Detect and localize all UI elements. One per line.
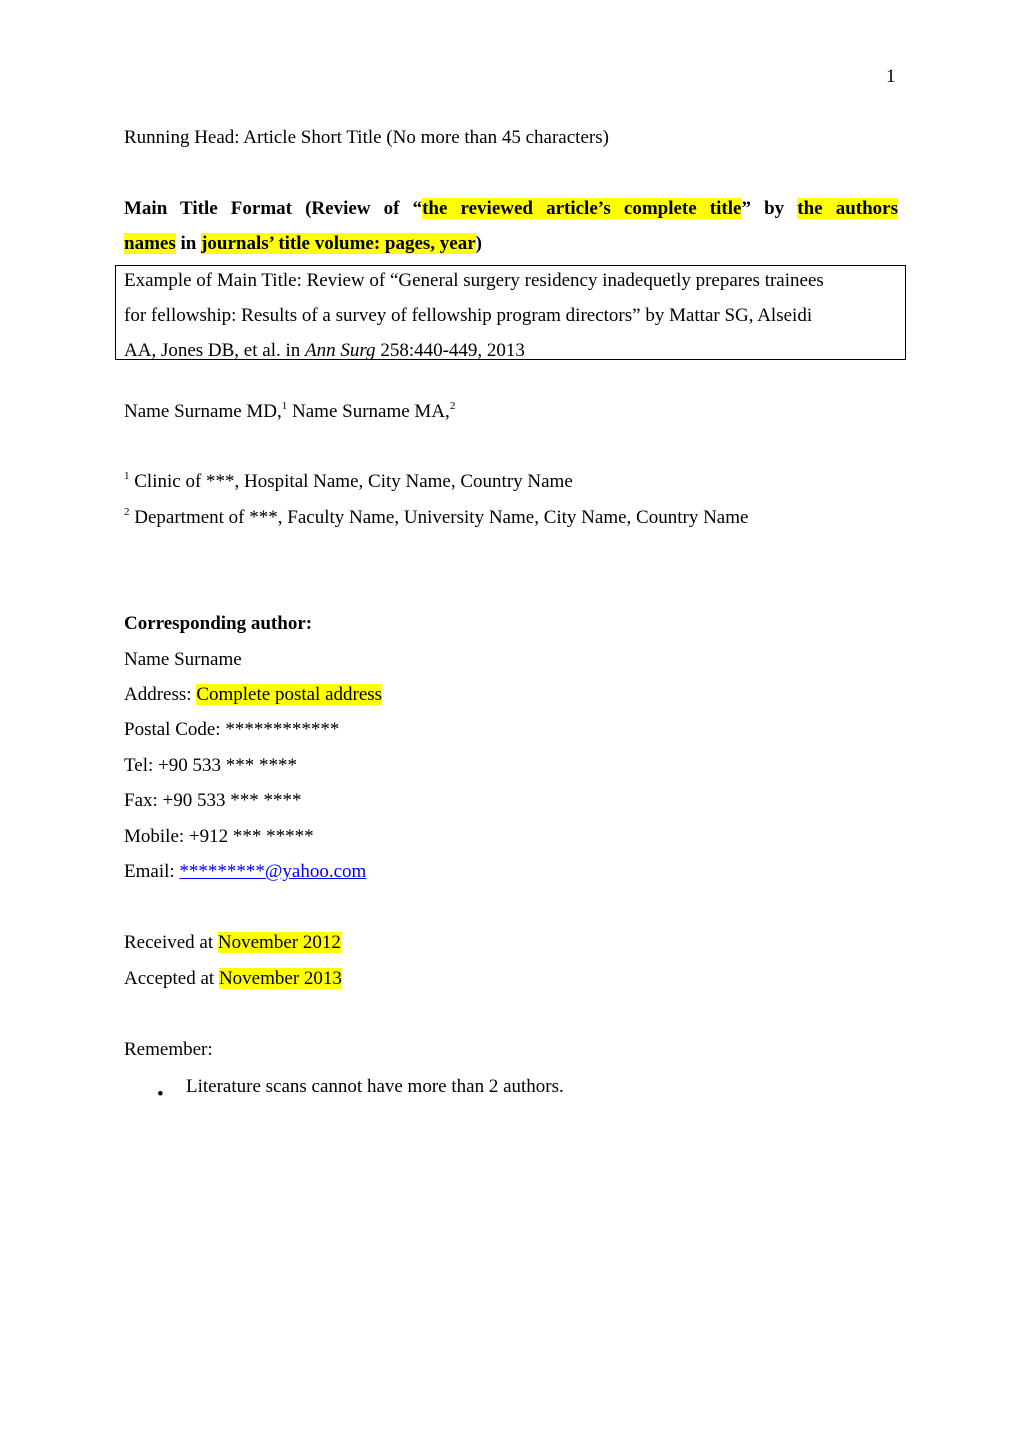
author-2-sup: 2 — [449, 400, 456, 412]
main-title-mid: ” by — [741, 198, 798, 219]
email-label: Email: — [124, 861, 180, 882]
bullet-icon: • — [157, 1084, 164, 1105]
affiliation-2-sup: 2 — [124, 506, 130, 518]
affiliation-1-sup: 1 — [124, 470, 130, 482]
remember-heading: Remember: — [124, 1039, 213, 1060]
corresponding-tel: Tel: +90 533 *** **** — [124, 755, 297, 776]
accepted-date — [124, 968, 342, 990]
example-line-3 — [124, 340, 525, 362]
highlight-journal: journals’ title volume: pages, year — [201, 233, 476, 254]
remember-item: Literature scans cannot have more than 2 authors. — [186, 1076, 564, 1097]
corresponding-fax: Fax: +90 533 *** **** — [124, 790, 302, 811]
corresponding-address — [124, 684, 382, 706]
received-date — [124, 932, 341, 954]
author-1: Name Surname MD, — [124, 401, 282, 422]
affiliation-1 — [124, 471, 573, 493]
affiliation-2 — [124, 507, 748, 529]
running-head: Running Head: Article Short Title (No more than 45 characters) — [124, 127, 609, 148]
address-label: Address: — [124, 684, 197, 705]
corresponding-email — [124, 861, 366, 883]
example-line-1: Example of Main Title: Review of “General surgery residency inadequetly prepares trainees — [124, 270, 824, 291]
main-title-in: in — [175, 233, 202, 254]
author-2: Name Surname MA, — [287, 401, 450, 422]
main-title-prefix: Main Title Format (Review of “ — [124, 198, 423, 219]
accepted-label: Accepted at — [124, 968, 219, 989]
main-title-line-1 — [124, 198, 898, 220]
email-link[interactable]: *********@yahoo.com — [179, 861, 367, 882]
accepted-value: November 2013 — [218, 968, 342, 989]
corresponding-heading: Corresponding author: — [124, 613, 313, 634]
received-value: November 2012 — [217, 932, 341, 953]
address-value: Complete postal address — [196, 684, 383, 705]
affiliation-2-text: Department of ***, Faculty Name, University Name, City Name, Country Name — [129, 507, 749, 528]
corresponding-mobile: Mobile: +912 *** ***** — [124, 826, 314, 847]
authors-line — [124, 401, 455, 423]
author-1-sup: 1 — [281, 400, 288, 412]
example-line-3-prefix: AA, Jones DB, et al. in — [124, 340, 306, 361]
main-title-line-2 — [124, 233, 482, 255]
highlight-article-title: the reviewed article’s complete title — [422, 198, 742, 219]
received-label: Received at — [124, 932, 218, 953]
example-line-3-suffix: 258:440-449, 2013 — [375, 340, 525, 361]
highlight-names: names — [124, 233, 176, 254]
corresponding-postal: Postal Code: ************ — [124, 719, 340, 740]
affiliation-1-text: Clinic of ***, Hospital Name, City Name, Country Name — [129, 471, 573, 492]
corresponding-name: Name Surname — [124, 649, 242, 670]
page-number: 1 — [886, 66, 896, 87]
highlight-authors: the authors — [797, 198, 898, 219]
journal-name: Ann Surg — [305, 340, 376, 361]
main-title-close: ) — [475, 233, 482, 254]
example-line-2: for fellowship: Results of a survey of fellowship program directors” by Mattar SG, Alseidi — [124, 305, 813, 326]
